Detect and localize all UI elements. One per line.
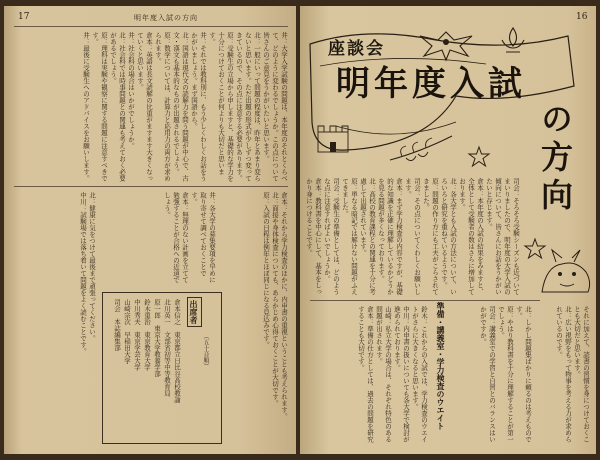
paragraph: 井：社会科の場合はいかがでしょうか。 <box>127 32 135 149</box>
laurel-branch-icon <box>386 130 456 166</box>
paragraph: 原：やはり教科書を十分に理解することが第一でしょう。 <box>497 306 514 443</box>
participants-box <box>102 292 222 444</box>
page-number: 17 <box>18 12 30 22</box>
column-divider <box>310 300 540 301</box>
page-number: 16 <box>576 12 588 22</box>
paragraph: それに加えて、読書の習慣を身につけておくことも大切だと思います。 <box>573 306 590 443</box>
paragraph: 北：各大学とも入試の方法について、いろいろと研究を重ねているようです。 <box>440 178 457 295</box>
paragraph: 中川：試験場では落ち着いて問題をよく読むことです。 <box>79 192 87 355</box>
star-icon <box>468 146 490 168</box>
paragraph: 北：一般にいって問題の程度は、昨年とあまり変らないと思います。ただ出題の形式が少しずつ変ってきているので、その点に注意する必要があります。 <box>235 32 261 182</box>
paragraph: 北：広い視野をもって物事を考える力が求められているのです。 <box>555 306 572 443</box>
paragraph: 倉本：準備の仕方としては、過去の問題を研究することも大切です。 <box>357 306 374 443</box>
participant-entry: 倉本信之 東京都立日比谷高校教諭 <box>173 299 181 403</box>
header-rule <box>14 26 288 27</box>
paragraph: 原：入試の日程は例年とほぼ同じになる見込みです。 <box>262 192 270 348</box>
article-text-lower <box>312 306 428 444</box>
article-title: 明年度入試 <box>336 64 526 104</box>
participants-list <box>109 299 181 437</box>
article-subtitle: の方向 <box>536 102 574 216</box>
participant-entry: 司会 本誌編集部 <box>113 299 121 351</box>
participants-note: （五十音順） <box>202 333 209 369</box>
participant-entry: 原一郎 東京大学教養学部 <box>153 299 161 377</box>
paragraph: 倉本：まず学力検査の内容ですが、基礎的な知識を正確に理解しているかどうかを見る問題が多くなっております。 <box>377 178 403 295</box>
paragraph: 北：面接や身体検査についても、あらかじめ心得ておくことが大切です。 <box>271 192 279 407</box>
participant-entry: 中川秀夫 東京学芸大学 <box>133 299 141 371</box>
paragraph: 中川：内申書の扱いについても各大学で検討が進められております。 <box>393 306 410 443</box>
participants-title: 出席者 <box>187 297 202 327</box>
paragraph: 井：最後に受験生へのアドバイスをお願いします。 <box>82 32 90 182</box>
gargoyle-drawing-icon <box>536 246 594 298</box>
paragraph: 司会：講義室での学習と自習とのバランスはいかがですか。 <box>479 306 496 443</box>
paragraph: 北：健康に気をつけて最後まで頑張ってください。 <box>88 192 96 342</box>
paragraph: 倉本：教科書を中心にして、基本をしっかり身につけることです。 <box>305 178 322 295</box>
paragraph: 司会：受験生の準備としては、どのような点に注意すればよいでしょうか。 <box>323 178 340 295</box>
participant-entry: 鈴木重治 東京教育大学 <box>143 299 151 371</box>
article-text-lower-middle <box>102 192 216 288</box>
article-text-upper <box>305 178 520 296</box>
paragraph: 原：数学については、計算力と応用力の両方が求められます。 <box>154 32 171 182</box>
participant-entry: 北川英一 文部省初等中等教育局 <box>163 299 171 397</box>
paragraph: 北：高校の教育課程との関連を十分に考慮して出題されています。 <box>359 178 376 295</box>
paragraph: 倉本：無理のない計画を立てて勉強することが合格への近道でしょう。 <box>163 192 189 283</box>
column-divider <box>14 186 288 187</box>
paragraph: 原：単なる暗記では解けない問題がふえてきました。 <box>341 178 358 295</box>
paragraph: 鈴木：これからの入試では、学力検査のウエイトがさらに大きくなると思います。 <box>411 306 428 443</box>
participant-entry: 山崎宗次 早稲田大学 <box>123 299 131 364</box>
paragraph: 井：各大学の募集要項を早めに取り寄せて調べておくことです。 <box>190 192 216 283</box>
paragraph: 北：社会科では時事問題との関連も考えておく必要があるでしょう。 <box>109 32 126 182</box>
article-text-lower-left <box>16 192 96 444</box>
fleur-de-lis-icon <box>496 26 530 60</box>
paragraph: 原：受験生の立場から申しますと、基礎的な学力を十分につけておくことが何よりも大切だと思います。 <box>208 32 234 182</box>
paragraph: 原：理科は実験や観察に関する問題に注意すべきです。 <box>91 32 108 182</box>
right-page <box>300 6 596 454</box>
article-text-lower-right <box>536 306 590 444</box>
heading-label: 座談会 <box>328 39 385 59</box>
paragraph: 倉本：英語は長文読解の比重がますます大きくなっていくと思います。 <box>136 32 153 182</box>
article-text-lower-mid <box>452 306 532 444</box>
paragraph: 倉本：それから学力検査のほかに、内申書の重視ということも考えられます。 <box>280 192 288 420</box>
paragraph: 北：しかし問題集ばかりに頼るのは考えものです。 <box>515 306 532 443</box>
paragraph: 倉本：本年度の入試の結果をみますと、全体として受験者の数はさらに増加しております。 <box>458 178 484 295</box>
paragraph: 司会：その点についてくわしくお願いします。 <box>404 178 421 295</box>
paragraph: 井：大学入学試験の問題は、本年度のそれとくらべて、どのように変わるでしょうか。この点について皆さんのご意見をうかがいたいと思います。 <box>262 32 288 182</box>
paragraph: 司会：そろそろ受験シーズンも近づいてまいりましたので、明年度の大学入試の傾向について、皆さんにお話をうかがいたいと存じます。 <box>485 178 520 295</box>
running-head: 明年度入試の方向 <box>134 14 198 22</box>
article-text-upper <box>16 32 288 182</box>
castle-drawing-icon <box>312 122 358 156</box>
paragraph: 山崎：私立大学の場合は、それぞれ特色のある問題が出されます。 <box>375 306 392 443</box>
left-page <box>4 6 296 454</box>
article-text-lower-right <box>219 192 288 444</box>
paragraph: 北：国語は現代文の読解力を問う問題が中心で、古文・漢文も基本的なものが出題されるでしょう。 <box>172 32 189 182</box>
paragraph: 井：それでは教科別に、もう少しくわしくお話をうかがいましょう。まず国語から。 <box>190 32 207 182</box>
section-subheading: 準備・講義室・学力検査のウエイト <box>436 302 446 430</box>
paragraph: 原：問題の作り方にも工夫がこらされてきました。 <box>422 178 439 295</box>
